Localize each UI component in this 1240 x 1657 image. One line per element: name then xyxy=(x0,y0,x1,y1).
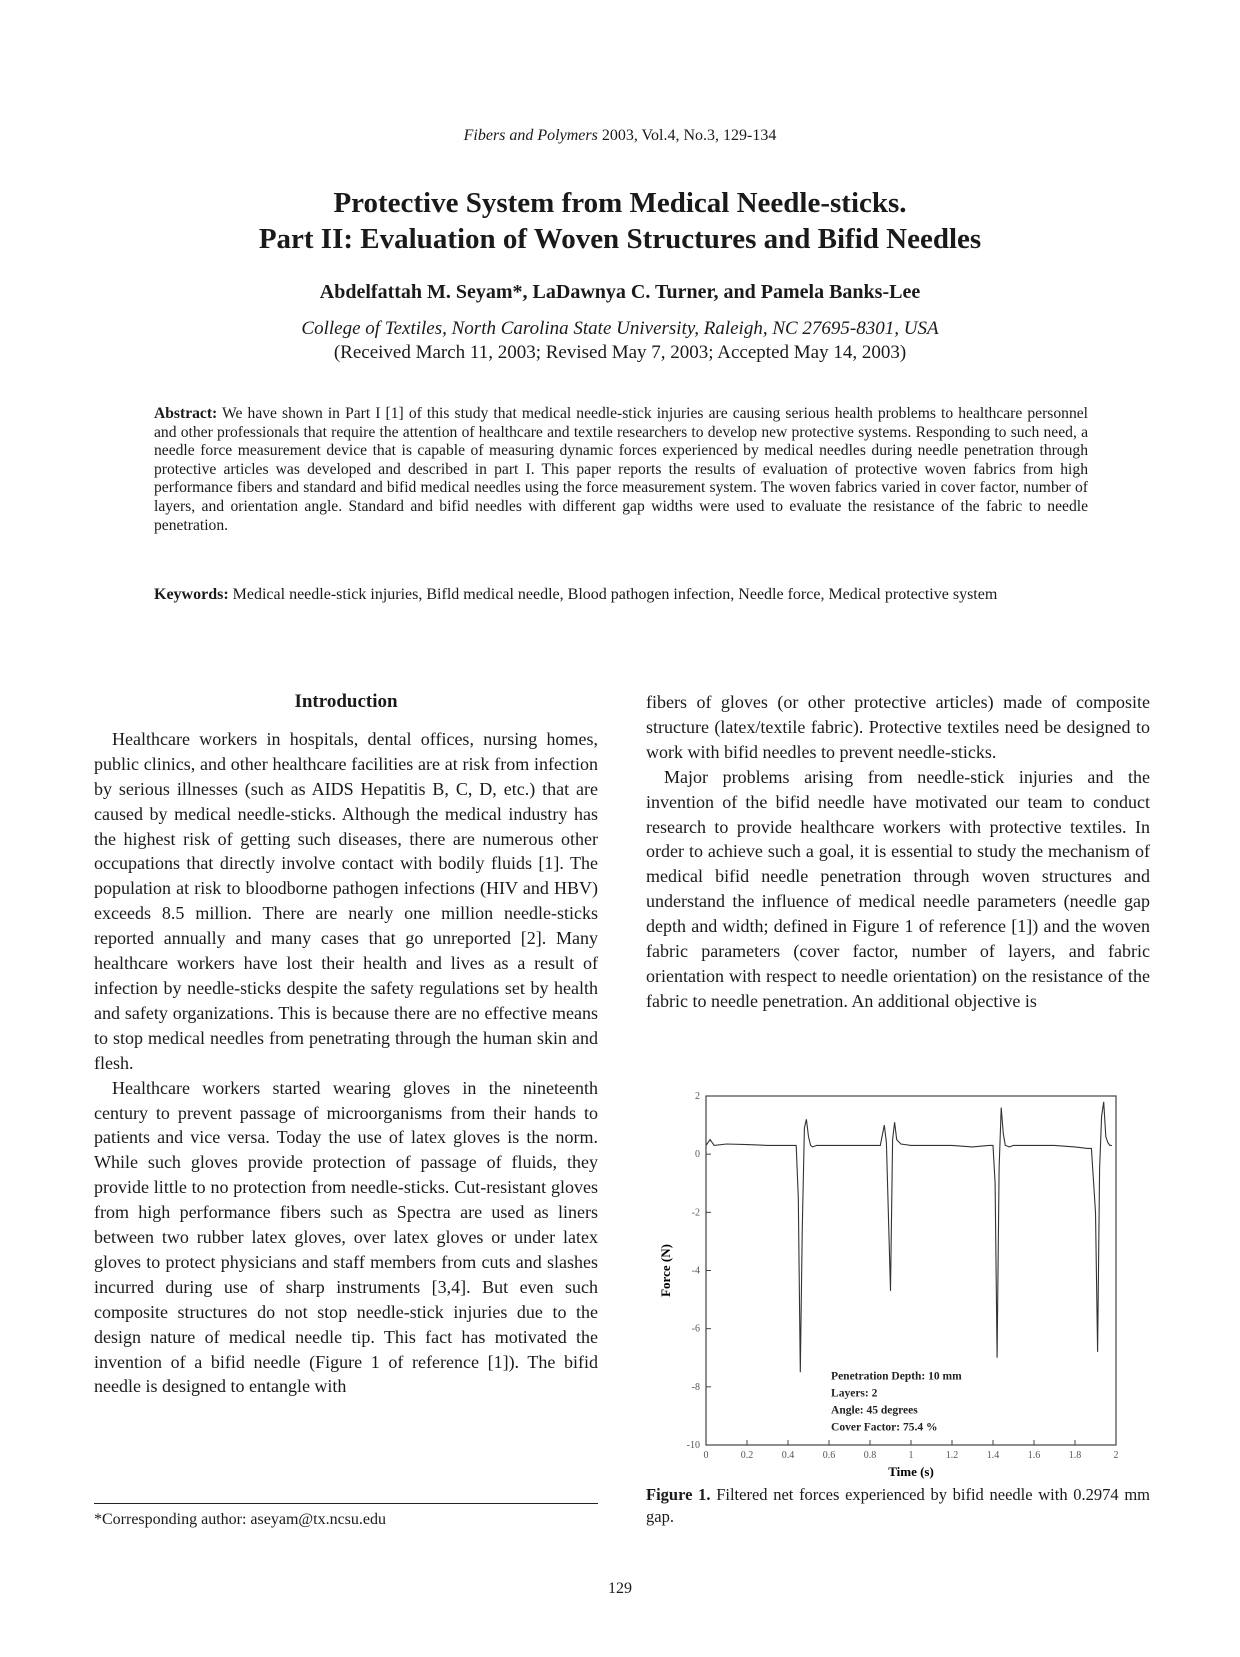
y-tick-label: -4 xyxy=(691,1265,700,1277)
abstract-text: We have shown in Part I [1] of this study that medical needle-stick injuries are causing serious health problems to healthcare personnel and other professionals that require the attention of healthcare and textile researchers to develop new protective systems. Responding to such need, a needle force measurement device that is capable of measuring dynamic forces experienced by medical needles during needle penetration through protective articles was developed and described in part I. This paper reports the results of evaluation of protective woven fabrics from high performance fibers and standard and bifid medical needles using the force measurement system. The woven fabrics varied in cover factor, number of layers, and orientation angle. Standard and bifid needles with different gap widths were used to evaluate the resistance of the fabric to needle penetration. xyxy=(154,405,1088,534)
y-tick-label: -2 xyxy=(691,1207,700,1219)
force-series-line xyxy=(706,1102,1112,1373)
paragraph-1: Healthcare workers in hospitals, dental offices, nursing homes, public clinics, and other healthcare facilities are at risk from infection by serious illnesses (such as AIDS Hepatitis B, C, D, etc.) that are caused by medical needle-sticks. Although the medical industry has the highest risk of getting such diseases, there are numerous other occupations that directly involve contact with bodily fluids [1]. The population at risk to bloodborne pathogen infections (HIV and HBV) exceeds 8.5 million. There are nearly one million needle-sticks reported annually and many cases that go unreported [2]. Many healthcare workers have lost their health and lives as a result of infection by needle-sticks despite the safety regulations set by health and safety organizations. This is because there are no effective means to stop medical needles from penetrating through the human skin and flesh. xyxy=(94,728,598,1073)
x-tick-label: 1.8 xyxy=(1068,1450,1082,1461)
abstract-label: Abstract: xyxy=(154,405,218,422)
x-tick-label: 1 xyxy=(908,1450,914,1461)
force-time-chart xyxy=(650,1090,1150,1480)
affiliation: College of Textiles, North Carolina State University, Raleigh, NC 27695-8301, USA xyxy=(301,318,939,339)
x-tick-label: 1.2 xyxy=(945,1450,959,1461)
keywords-text: Medical needle-stick injuries, Bifld medical needle, Blood pathogen infection, Needle force, Medical protective system xyxy=(228,586,998,603)
section-heading-introduction: Introduction xyxy=(294,691,398,712)
y-tick-label: -10 xyxy=(686,1440,700,1451)
title-line-2: Part II: Evaluation of Woven Structures and Bifid Needles xyxy=(258,223,982,255)
y-tick-label: 0 xyxy=(695,1149,700,1161)
footnote: *Corresponding author: aseyam@tx.ncsu.edu xyxy=(94,1511,387,1528)
paragraph-4: Major problems arising from needle-stick injuries and the invention of the bifid needle have motivated our team to conduct research to provide healthcare workers with protective textiles. In order to achieve such a goal, it is essential to study the mechanism of medical bifid needle penetration through woven structures and understand the influence of medical needle parameters (needle gap depth and width; defined in Figure 1 of reference [1]) and the woven fabric parameters (cover factor, number of layers, and fabric orientation with respect to needle orientation) on the resistance of the fabric to needle penetration. An additional objective is xyxy=(646,766,1150,1011)
paragraph-3: fibers of gloves (or other protective articles) made of composite structure (latex/textile fabric). Protective textiles need be designed to work with bifid needles to prevent needle-sticks. xyxy=(646,692,1150,762)
journal-header xyxy=(0,127,1240,145)
abstract xyxy=(154,405,1088,535)
journal-details: 2003, Vol.4, No.3, 129-134 xyxy=(597,127,777,144)
x-tick-label: 0 xyxy=(703,1450,709,1461)
x-tick-label: 2 xyxy=(1113,1450,1119,1461)
received-dates: (Received March 11, 2003; Revised May 7, 2003; Accepted May 14, 2003) xyxy=(333,342,907,363)
x-tick-label: 0.6 xyxy=(822,1450,836,1461)
authors: Abdelfattah M. Seyam*, LaDawnya C. Turner, and Pamela Banks-Lee xyxy=(319,281,921,303)
plot-frame xyxy=(706,1096,1116,1445)
caption-text: Filtered net forces experienced by bifid needle with 0.2974 mm gap. xyxy=(646,1485,1150,1526)
footnote-divider xyxy=(94,1503,598,1504)
x-axis-label: Time (s) xyxy=(888,1464,934,1479)
chart-annotation: Penetration Depth: 10 mm xyxy=(831,1370,962,1383)
x-tick-label: 1.4 xyxy=(986,1450,1000,1461)
y-tick-label: -6 xyxy=(691,1323,700,1335)
keywords-label: Keywords: xyxy=(154,586,229,603)
right-column xyxy=(646,690,1150,1014)
x-tick-label: 0.2 xyxy=(740,1450,754,1461)
left-column xyxy=(94,690,598,1399)
y-axis-label: Force (N) xyxy=(658,1244,673,1297)
page-number: 129 xyxy=(608,1580,632,1597)
y-tick-label: 2 xyxy=(695,1091,700,1102)
chart-annotation: Cover Factor: 75.4 % xyxy=(831,1421,938,1434)
chart-annotation: Angle: 45 degrees xyxy=(831,1404,918,1417)
paragraph-2: Healthcare workers started wearing gloves in the nineteenth century to prevent passage of microorganisms from their hands to patients and vice versa. Today the use of latex gloves is the norm. While such gloves provide protection of passage of fluids, they provide little to no protection from needle-sticks. Cut-resistant gloves from high performance fibers such as Spectra are used as liners between two rubber latex gloves, over latex gloves or under latex gloves to protect physicians and staff members from cuts and slashes incurred during use of sharp instruments [3,4]. But even such composite structures do not stop needle-stick injuries due to the design nature of medical needle tip. This fact has motivated the invention of a bifid needle (Figure 1 of reference [1]). The bifid needle is designed to entangle with xyxy=(94,1077,598,1397)
paper-title xyxy=(120,185,1120,257)
journal-name: Fibers and Polymers xyxy=(463,127,598,144)
chart-annotation: Layers: 2 xyxy=(831,1387,878,1400)
figure-caption xyxy=(646,1484,1150,1528)
x-tick-label: 0.4 xyxy=(781,1450,795,1461)
y-tick-label: -8 xyxy=(691,1381,700,1393)
keywords xyxy=(154,582,1088,607)
title-line-1: Protective System from Medical Needle-sticks. xyxy=(333,187,907,219)
x-tick-label: 1.6 xyxy=(1027,1450,1041,1461)
x-tick-label: 0.8 xyxy=(863,1450,877,1461)
caption-label: Figure 1. xyxy=(646,1485,711,1504)
figure-1 xyxy=(650,1090,1150,1480)
